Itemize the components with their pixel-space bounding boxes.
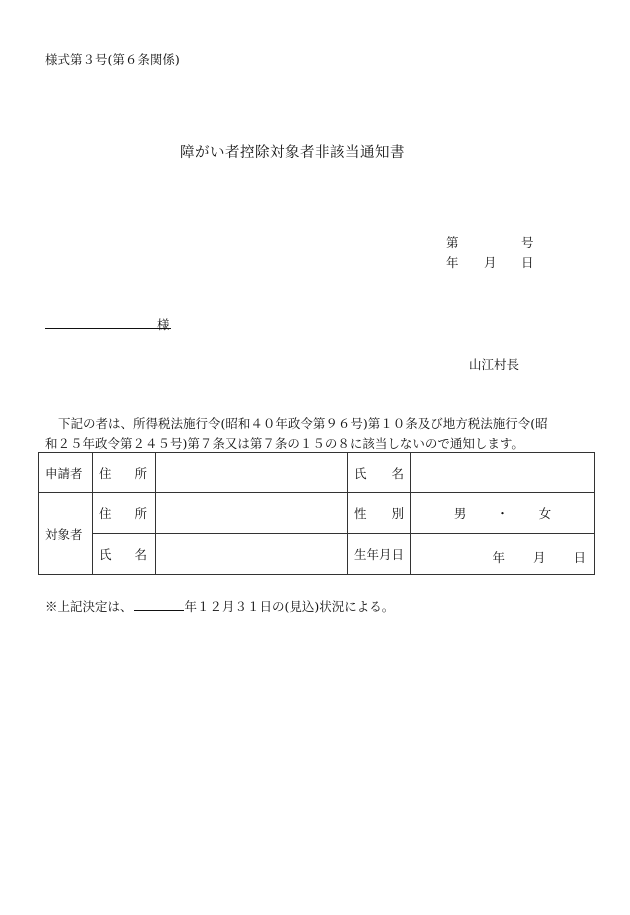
- addressee-honorific: 様: [157, 317, 170, 332]
- subject-address-label: [93, 493, 156, 534]
- footnote-prefix: ※上記決定は、: [45, 599, 133, 614]
- birth-year-label: 年: [492, 550, 505, 565]
- issue-date-day: 日: [521, 255, 534, 270]
- issue-date-year: 年: [446, 255, 459, 270]
- subject-gender-field[interactable]: [411, 493, 595, 534]
- name-char-1: 氏: [99, 547, 112, 562]
- addressee-blank-line: [45, 328, 171, 329]
- subject-row-1: [39, 493, 595, 534]
- footnote-year-blank[interactable]: [134, 600, 184, 611]
- issuer-name: 山江村長: [469, 357, 520, 372]
- gender-char-2: 別: [391, 506, 404, 521]
- subject-birthdate-field[interactable]: [411, 534, 595, 575]
- address-char-2: 所: [134, 506, 147, 521]
- document-number-suffix: 号: [521, 235, 534, 250]
- applicant-label: 申請者: [39, 453, 93, 493]
- notice-table: [38, 452, 595, 575]
- gender-separator: ・: [496, 506, 509, 521]
- form-number: 様式第３号(第６条関係): [45, 52, 180, 67]
- birth-month-label: 月: [532, 550, 546, 565]
- gender-female-option[interactable]: 女: [538, 506, 552, 521]
- applicant-row: [39, 453, 595, 493]
- subject-label: 対象者: [39, 493, 93, 575]
- applicant-address-label: [93, 453, 156, 493]
- applicant-name-field[interactable]: [411, 453, 595, 493]
- name-char-1: 氏: [354, 465, 367, 481]
- subject-name-field[interactable]: [156, 534, 348, 575]
- subject-row-2: [39, 534, 595, 575]
- name-char-2: 名: [134, 547, 147, 562]
- applicant-address-field[interactable]: [156, 453, 348, 493]
- address-char-1: 住: [99, 506, 112, 521]
- document-number-prefix: 第: [446, 235, 459, 250]
- subject-gender-label: [348, 493, 411, 534]
- issue-date-month: 月: [484, 255, 497, 270]
- name-char-2: 名: [391, 465, 404, 481]
- address-char-1: 住: [99, 465, 112, 481]
- document-title: 障がい者控除対象者非該当通知書: [180, 145, 405, 161]
- birth-day-label: 日: [573, 550, 586, 565]
- applicant-name-label: [348, 453, 411, 493]
- subject-name-label: [93, 534, 156, 575]
- footnote: [45, 597, 394, 615]
- footnote-suffix: 年１２月３１日の(見込)状況による。: [184, 599, 395, 614]
- address-char-2: 所: [134, 465, 147, 481]
- gender-char-1: 性: [354, 506, 367, 521]
- notice-body-text: 下記の者は、所得税法施行令(昭和４０年政令第９６号)第１０条及び地方税法施行令(昭和２５年政令第２４５号)第７条又は第７条の１５の８に該当しないので通知します。: [45, 416, 548, 451]
- subject-address-field[interactable]: [156, 493, 348, 534]
- gender-male-option[interactable]: 男: [453, 506, 467, 521]
- subject-birthdate-label: 生年月日: [348, 534, 411, 575]
